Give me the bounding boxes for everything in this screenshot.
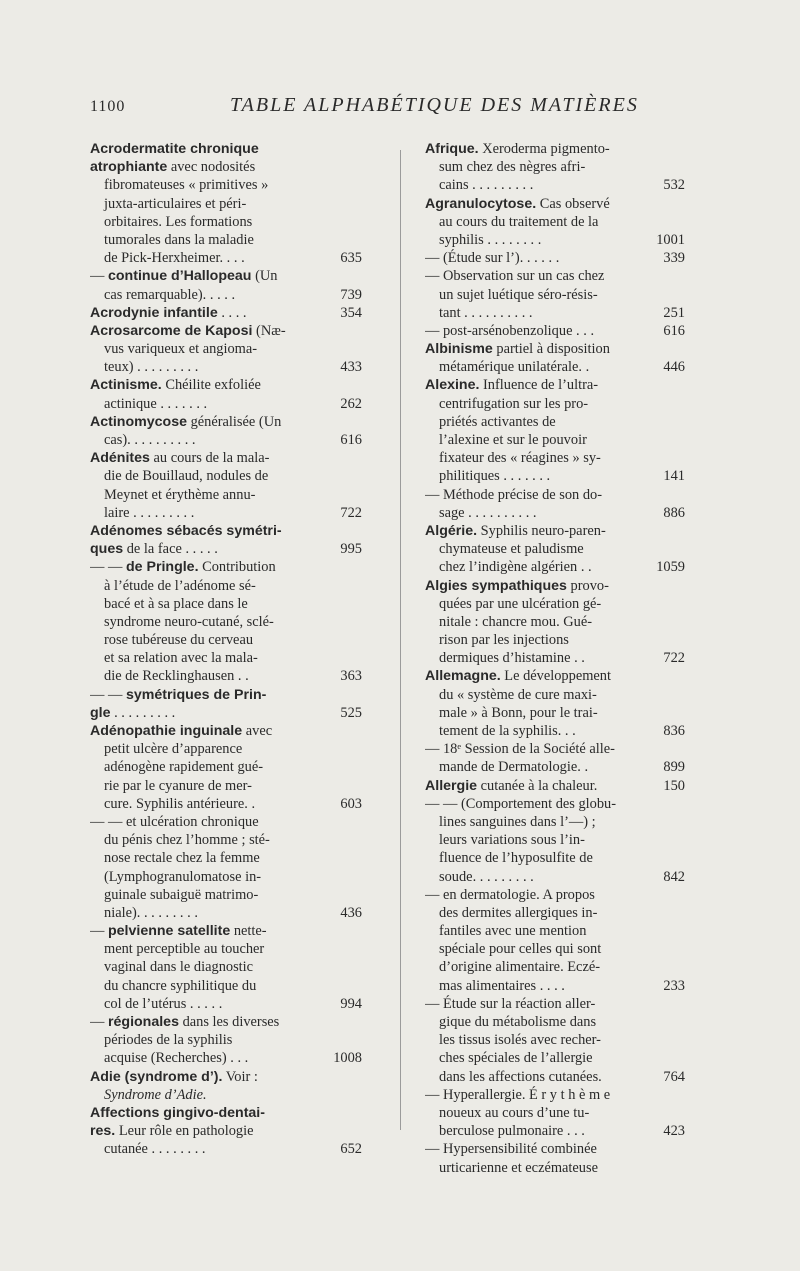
index-line <box>425 304 685 322</box>
index-text: . . . . <box>217 304 247 321</box>
index-text: orbitaires. Les formations <box>104 213 253 230</box>
index-line <box>425 849 685 867</box>
page-reference: 525 <box>340 704 362 721</box>
index-text: périodes de la syphilis <box>104 1032 233 1049</box>
index-headword: pelvienne satellite <box>108 923 231 940</box>
index-text: fluence de l’hyposulfite de <box>439 850 593 867</box>
index-text: noueux au cours d’une tu- <box>439 1104 590 1121</box>
index-line <box>90 158 362 176</box>
index-text: die de Bouillaud, nodules de <box>104 468 269 485</box>
index-text: tement de la syphilis. . . <box>439 723 576 739</box>
index-text: — 18ᵉ Session de la Société alle- <box>425 741 615 758</box>
index-line <box>425 395 685 413</box>
index-line <box>425 522 685 540</box>
index-text: des dermites allergiques in- <box>439 904 598 921</box>
index-text: syphilis . . . . . . . . <box>439 231 542 248</box>
index-text: guinale subaiguë matrimo- <box>104 886 259 903</box>
index-line <box>90 1104 362 1122</box>
index-line <box>425 449 685 467</box>
index-text: mande de Dermatologie. . <box>439 759 589 776</box>
page-reference: 446 <box>663 359 685 376</box>
index-line <box>425 977 685 995</box>
index-text: de la face . . . . . <box>123 541 218 558</box>
index-text: Chéilite exfoliée <box>161 377 261 394</box>
index-text: priétés activantes de <box>439 413 556 430</box>
index-text: — <box>90 268 108 285</box>
index-text: niale). . . . . . . . . <box>104 904 198 921</box>
index-line <box>90 722 362 740</box>
index-text: généralisée (Un <box>186 413 282 430</box>
index-line <box>90 649 362 667</box>
index-line <box>425 577 685 595</box>
index-headword: Allergie <box>425 777 478 794</box>
index-text: male » à Bonn, pour le trai- <box>439 704 598 721</box>
index-text: à l’étude de l’adénome sé- <box>104 577 256 594</box>
index-line <box>90 486 362 504</box>
index-headword: Actinisme. <box>90 377 162 394</box>
page-reference: 339 <box>663 250 685 267</box>
index-text: (Lymphogranulomatose in- <box>104 868 262 885</box>
index-headword: Agranulocytose. <box>425 195 537 212</box>
index-line <box>90 304 362 322</box>
index-headword: Acrosarcome de Kaposi <box>90 322 253 339</box>
index-headword: Adie (syndrome d’). <box>90 1068 223 1085</box>
index-line <box>90 395 362 413</box>
index-text: lines sanguines dans l’—) ; <box>439 813 596 830</box>
index-line <box>90 558 362 576</box>
index-line <box>425 886 685 904</box>
index-line <box>425 613 685 631</box>
index-line <box>90 940 362 958</box>
index-line <box>425 813 685 831</box>
index-line <box>425 504 685 522</box>
index-line <box>90 777 362 795</box>
index-line <box>425 340 685 358</box>
index-text: dans les affections cutanées. <box>439 1068 602 1085</box>
index-line <box>425 176 685 194</box>
index-text: cutanée . . . . . . . . <box>104 1141 206 1158</box>
index-headword: atrophiante <box>90 159 168 176</box>
index-text: chymateuse et paludisme <box>439 541 584 558</box>
index-text: soude. . . . . . . . . <box>439 868 534 885</box>
index-line <box>425 940 685 958</box>
page-reference: 436 <box>340 904 362 921</box>
page-reference: 899 <box>663 759 685 776</box>
page-reference: 423 <box>663 1123 685 1140</box>
index-line <box>90 831 362 849</box>
index-line <box>90 522 362 540</box>
index-line <box>425 995 685 1013</box>
index-text: — <box>90 1014 108 1030</box>
index-line <box>425 831 685 849</box>
index-text: cas). . . . . . . . . . <box>104 432 196 448</box>
index-text: Voir : <box>222 1068 258 1085</box>
index-line <box>425 213 685 231</box>
index-text: Xeroderma pigmento- <box>478 141 610 157</box>
index-text: actinique . . . . . . . <box>104 395 208 412</box>
index-line <box>425 249 685 267</box>
index-line <box>425 704 685 722</box>
index-line <box>425 231 685 249</box>
index-text: au cours de la mala- <box>149 450 270 467</box>
index-text: rie par le cyanure de mer- <box>104 777 252 794</box>
index-line <box>90 958 362 976</box>
index-text: (Næ- <box>252 322 286 339</box>
index-line <box>90 176 362 194</box>
index-line <box>425 540 685 558</box>
index-text: laire . . . . . . . . . <box>104 504 195 521</box>
index-text: berculose pulmonaire . . . <box>439 1123 585 1140</box>
index-text: Syphilis neuro-paren- <box>477 522 606 539</box>
index-headword: Afrique. <box>425 141 479 157</box>
index-text: dans les diverses <box>178 1014 280 1030</box>
index-line <box>425 777 685 795</box>
index-text: — — et ulcération chronique <box>90 813 259 830</box>
index-text: rose tubéreuse du cerveau <box>104 632 254 649</box>
index-text: — Hypersensibilité combinée <box>425 1141 597 1158</box>
index-text: — Observation sur un cas chez <box>425 268 605 285</box>
page-reference: 1001 <box>656 231 685 248</box>
index-text: cure. Syphilis antérieure. . <box>104 795 256 812</box>
index-text: bacé et à sa place dans le <box>104 595 248 612</box>
page-reference: 433 <box>340 359 362 376</box>
page-reference: 722 <box>663 650 685 667</box>
index-line <box>425 376 685 394</box>
page-reference: 995 <box>340 541 362 558</box>
index-text: syndrome neuro-cutané, sclé- <box>104 613 274 630</box>
index-line <box>425 868 685 886</box>
index-line <box>425 467 685 485</box>
index-text: Le développement <box>500 668 611 685</box>
index-text: de Pick-Herxheimer. . . . <box>104 250 245 267</box>
right-column <box>425 140 685 1177</box>
index-text: sage . . . . . . . . . . <box>439 504 537 521</box>
index-headword: ques <box>90 541 124 558</box>
index-line <box>90 449 362 467</box>
index-line <box>90 467 362 485</box>
page-reference: 836 <box>663 723 685 739</box>
index-text: provo- <box>566 577 609 594</box>
index-text: — Méthode précise de son do- <box>425 486 603 503</box>
index-line <box>425 758 685 776</box>
index-text: ches spéciales de l’allergie <box>439 1050 593 1067</box>
index-line <box>90 667 362 685</box>
index-headword: Allemagne. <box>425 668 501 685</box>
index-text: fixateur des « réagines » sy- <box>439 450 601 467</box>
index-line <box>425 667 685 685</box>
index-line <box>90 868 362 886</box>
index-line <box>425 1104 685 1122</box>
index-line <box>90 286 362 304</box>
index-line <box>90 631 362 649</box>
index-line <box>90 1068 362 1086</box>
index-line <box>90 249 362 267</box>
index-line <box>90 140 362 158</box>
index-line <box>90 1013 362 1031</box>
index-text: sum chez des nègres afri- <box>439 159 586 176</box>
page-reference: 764 <box>663 1068 685 1085</box>
index-text: — (Étude sur l’). . . . . . <box>425 250 560 267</box>
index-line <box>425 431 685 449</box>
index-headword: res. <box>90 1123 116 1140</box>
index-text: et sa relation avec la mala- <box>104 650 258 667</box>
index-text: ment perceptible au toucher <box>104 941 265 958</box>
page-reference: 635 <box>340 250 362 267</box>
page-reference: 886 <box>663 504 685 521</box>
page-header <box>90 92 760 124</box>
page-reference: 354 <box>340 304 362 321</box>
index-line <box>425 595 685 613</box>
index-text: vaginal dans le diagnostic <box>104 959 254 976</box>
index-line <box>90 267 362 285</box>
page-reference: 1059 <box>656 559 685 576</box>
index-line <box>425 740 685 758</box>
index-text: cutanée à la chaleur. <box>477 777 598 794</box>
index-line <box>90 886 362 904</box>
index-line <box>425 158 685 176</box>
index-text: fantiles avec une mention <box>439 923 587 940</box>
index-line <box>425 1122 685 1140</box>
index-line <box>425 322 685 340</box>
index-text: philitiques . . . . . . . <box>439 468 551 485</box>
index-line <box>425 1068 685 1086</box>
page-number: 1100 <box>90 98 126 115</box>
index-text: acquise (Recherches) . . . <box>104 1050 249 1067</box>
index-line <box>90 904 362 922</box>
index-line <box>90 340 362 358</box>
index-line <box>90 413 362 431</box>
index-line <box>90 795 362 813</box>
index-headword: symétriques de Prin- <box>125 686 267 703</box>
index-line <box>90 922 362 940</box>
index-line <box>90 813 362 831</box>
index-line <box>425 195 685 213</box>
index-headword: Adénomes sébacés symétri- <box>90 522 282 539</box>
index-line <box>90 195 362 213</box>
index-text: Cas observé <box>536 195 610 212</box>
index-headword: Adénopathie inguinale <box>90 723 243 739</box>
index-line <box>425 686 685 704</box>
index-text: cas remarquable). . . . . <box>104 286 236 303</box>
index-text: du chancre syphilitique du <box>104 977 257 994</box>
index-text: Contribution <box>198 559 276 576</box>
index-text: — en dermatologie. A propos <box>425 886 595 903</box>
index-text: mas alimentaires . . . . <box>439 977 565 994</box>
index-line <box>425 1031 685 1049</box>
index-text: les tissus isolés avec recher- <box>439 1032 601 1049</box>
index-headword: Albinisme <box>425 341 493 358</box>
index-text: d’origine alimentaire. Eczé- <box>439 959 601 976</box>
page-reference: 141 <box>663 468 685 485</box>
index-text: du « système de cure maxi- <box>439 686 597 703</box>
index-line <box>425 1159 685 1177</box>
index-text: spéciale pour celles qui sont <box>439 941 602 958</box>
index-text: fibromateuses « primitives » <box>104 177 269 194</box>
index-text: Meynet et érythème annu- <box>104 486 256 503</box>
page-reference: 150 <box>663 777 685 794</box>
index-text: — post-arsénobenzolique . . . <box>425 322 595 339</box>
index-headword: Algies sympathiques <box>425 577 567 594</box>
index-headword: continue d’Hallopeau <box>108 268 252 285</box>
index-text: — — <box>90 686 126 703</box>
index-text: . . . . . . . . . <box>110 704 176 721</box>
index-text: gique du métabolisme dans <box>439 1014 597 1030</box>
index-line <box>90 849 362 867</box>
index-text: — — (Comportement des globu- <box>425 795 617 812</box>
index-text: quées par une ulcération gé- <box>439 595 602 612</box>
index-text: leurs variations sous l’in- <box>439 832 585 849</box>
index-text: vus variqueux et angioma- <box>104 341 258 358</box>
page-reference: 603 <box>340 795 362 812</box>
running-title: TABLE ALPHABÉTIQUE DES MATIÈRES <box>230 94 639 116</box>
index-line <box>425 558 685 576</box>
index-text: adénogène rapidement gué- <box>104 759 264 776</box>
index-line <box>425 286 685 304</box>
index-line <box>90 686 362 704</box>
index-headword: Affections gingivo-dentai- <box>90 1104 265 1121</box>
index-text: Influence de l’ultra- <box>479 377 599 394</box>
index-line <box>90 1086 362 1104</box>
index-line <box>425 140 685 158</box>
index-line <box>425 486 685 504</box>
column-divider <box>400 150 401 1130</box>
index-line <box>425 904 685 922</box>
index-headword: Actinomycose <box>90 413 187 430</box>
index-line <box>425 649 685 667</box>
page-reference: 616 <box>340 432 362 448</box>
index-line <box>425 631 685 649</box>
page-reference: 842 <box>663 868 685 885</box>
index-line <box>425 358 685 376</box>
page-reference: 739 <box>340 286 362 303</box>
index-line <box>90 1049 362 1067</box>
index-line <box>425 413 685 431</box>
index-line <box>425 795 685 813</box>
index-text: — — <box>90 559 126 576</box>
index-line <box>90 977 362 995</box>
index-line <box>425 722 685 740</box>
index-text: rison par les injections <box>439 632 569 649</box>
index-line <box>90 322 362 340</box>
index-text: avec nodosités <box>167 159 256 176</box>
index-text: du pénis chez l’homme ; sté- <box>104 832 270 849</box>
index-text: métamérique unilatérale. . <box>439 359 590 376</box>
index-headword: régionales <box>108 1014 179 1030</box>
index-text: nitale : chancre mou. Gué- <box>439 613 593 630</box>
index-text: chez l’indigène algérien . . <box>439 559 592 576</box>
index-text: urticarienne et eczémateuse <box>439 1159 598 1176</box>
left-column <box>90 140 362 1159</box>
index-line <box>90 995 362 1013</box>
page-reference: 251 <box>663 304 685 321</box>
index-text: avec <box>242 723 273 739</box>
index-headword: Acrodynie infantile <box>90 304 218 321</box>
index-text: die de Recklinghausen . . <box>104 668 249 685</box>
index-line <box>90 431 362 449</box>
index-line <box>90 358 362 376</box>
page-reference: 722 <box>340 504 362 521</box>
index-text: — <box>90 923 108 940</box>
index-text: centrifugation sur les pro- <box>439 395 589 412</box>
page-reference: 616 <box>663 322 685 339</box>
index-text: cains . . . . . . . . . <box>439 177 534 194</box>
index-text: dermiques d’histamine . . <box>439 650 585 667</box>
index-text: Leur rôle en pathologie <box>115 1123 254 1140</box>
index-text: juxta-articulaires et péri- <box>104 195 247 212</box>
index-line <box>425 1140 685 1158</box>
index-line <box>90 577 362 595</box>
index-headword: Alexine. <box>425 377 480 394</box>
page-reference: 233 <box>663 977 685 994</box>
index-line <box>425 267 685 285</box>
index-text: au cours du traitement de la <box>439 213 599 230</box>
index-text: — Hyperallergie. É r y t h è m e <box>425 1086 611 1103</box>
index-text: nette- <box>230 923 267 940</box>
index-line <box>90 504 362 522</box>
index-line <box>90 1031 362 1049</box>
index-line <box>90 740 362 758</box>
index-line <box>90 213 362 231</box>
page-reference: 994 <box>340 995 362 1012</box>
index-line <box>425 1049 685 1067</box>
index-line <box>90 595 362 613</box>
index-headword: gle <box>90 704 111 721</box>
index-headword: Algérie. <box>425 522 478 539</box>
index-text: teux) . . . . . . . . . <box>104 359 199 376</box>
index-text: partiel à disposition <box>492 341 610 358</box>
page-reference: 262 <box>340 395 362 412</box>
page-reference: 652 <box>340 1141 362 1158</box>
index-text: un sujet luétique séro-résis- <box>439 286 598 303</box>
index-text: nose rectale chez la femme <box>104 850 260 867</box>
index-headword: Adénites <box>90 450 150 467</box>
index-line <box>90 1140 362 1158</box>
index-line <box>90 758 362 776</box>
page-reference: 532 <box>663 177 685 194</box>
page-reference: 1008 <box>333 1050 362 1067</box>
index-line <box>425 1086 685 1104</box>
index-line <box>90 540 362 558</box>
index-text: col de l’utérus . . . . . <box>104 995 223 1012</box>
index-line <box>425 958 685 976</box>
index-reference: Syndrome d’Adie. <box>104 1086 207 1103</box>
index-line <box>90 231 362 249</box>
index-text: — Étude sur la réaction aller- <box>425 995 596 1012</box>
index-line <box>90 613 362 631</box>
index-text: tant . . . . . . . . . . <box>439 304 533 321</box>
index-line <box>90 1122 362 1140</box>
page-reference: 363 <box>340 668 362 685</box>
index-line <box>90 376 362 394</box>
index-text: tumorales dans la maladie <box>104 231 254 248</box>
index-line <box>425 1013 685 1031</box>
index-text: petit ulcère d’apparence <box>104 741 243 758</box>
index-line <box>425 922 685 940</box>
index-text: l’alexine et sur le pouvoir <box>439 432 587 448</box>
index-line <box>90 704 362 722</box>
index-headword: de Pringle. <box>125 559 199 576</box>
index-text: (Un <box>251 268 278 285</box>
index-headword: Acrodermatite chronique <box>90 141 259 157</box>
